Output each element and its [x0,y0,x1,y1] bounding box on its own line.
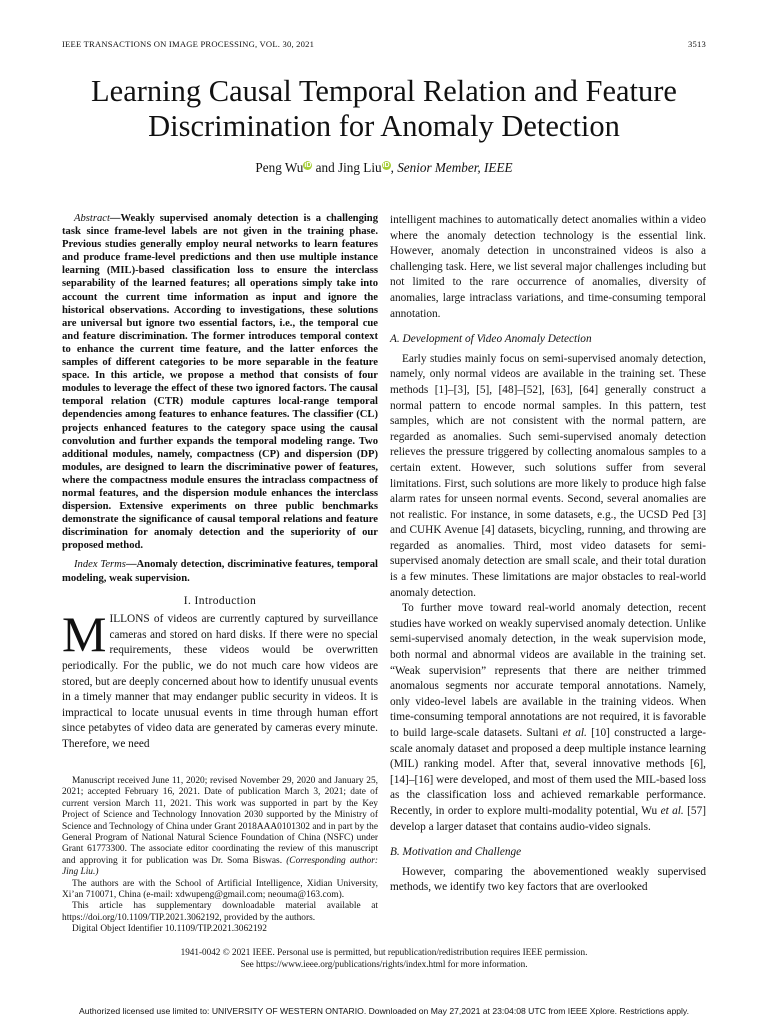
paragraph: Early studies mainly focus on semi-supervised anomaly detection, namely, only normal videos are available in the training set. These methods [1]–[3], [5], [48]–[52], [63], [64] generally construct a normal pattern to encode normal samples. In this pattern, test samples, which are not consistent with the normal pattern, are regarded as anomalies. Such semi-supervised anomaly detection relieves the pressure triggered by collecting anomalous samples to a certain extent. However, such solutions suffer from several limitations. First, such solutions are more likely to produce high false alarm rates for unseen normal events. Second, several anomalies are not realistic. For instance, in some datasets, e.g., the UCSD Ped [3] and CUHK Avenue [4] datasets, bicycling, running, and throwing are regarded as anomalies. Third, most video datasets for semi-supervised anomaly detection are small scale, and their total duration is a few minutes. These limitations are major obstacles to real-world anomaly detection. [390,352,706,599]
abstract-label: Abstract [74,213,110,224]
footnote-supplementary: This article has supplementary downloadable material available at https://doi.org/10.1109/TIP.2021.3062192, provided by the authors. [62,901,378,923]
abstract-text: Weakly supervised anomaly detection is a challenging task since frame-level labels are not given in the training phase. Previous studies generally employ neural networks to learn features and produce frame-level predictions and then use multiple instance learning (MIL)-based classification loss to ensure the interclass separability of the learned features; all operations simply take into account the current time information as input and ignore the historical observations. According to investigations, these solutions are universal but ignore two essential factors, i.e., the temporal cue and feature discrimination. The former introduces temporal context to enhance the current time feature, and the latter enforces the samples of different categories to be more separable in the feature space. In this article, we propose a method that consists of four modules to leverage the effect of these two ignored factors. The causal temporal relation (CTR) module captures local-range temporal dependencies among features to enhance features. The classifier (CL) projects enhanced features to the category space using the causal convolution and further expands the temporal modeling range. Two additional modules, namely, compactness (CP) and dispersion (DP) modules, are designed to learn the discriminative power of features, where the compactness module ensures the intraclass compactness of normal features, and the dispersion module enhances the interclass dispersion. Extensive experiments on three public benchmarks demonstrate the significance of causal temporal relations and feature discrimination for anomaly detection and the superiority of our proposed method. [62,213,378,552]
paragraph: intelligent machines to automatically detect anomalies within a video where the anomaly detection technology is the essential link. However, anomaly detection in unconstrained videos is also a challenging task. Here, we list several major challenges including but not limited to the rare occurrence of anomalies, diversity of anomalies, large intraclass variations, and time-consuming temporal annotation. [390,214,706,320]
left-column [62,212,378,753]
subsection-heading-b: B. Motivation and Challenge [390,846,522,859]
right-column [390,213,706,896]
author-list: Peng WuiD and Jing LiuiD, Senior Member, IEEE [255,160,513,175]
index-terms: Index Terms—Anomaly detection, discriminative features, temporal modeling, weak supervision. [62,559,378,584]
footnotes [62,776,378,936]
orcid-icon[interactable]: iD [304,161,312,169]
author-1: Peng Wu [255,160,304,175]
license-notice: Authorized licensed use limited to: UNIVERSITY OF WESTERN ONTARIO. Downloaded on May 27,2021 at 23:04:08 UTC from IEEE Xplore. Restrictions apply. [79,1006,689,1016]
footnote-affiliation: The authors are with the School of Artificial Intelligence, Xidian University, Xi’an 710071, China (e-mail: xdwupeng@gmail.com; neouma@163.com). [62,878,378,901]
copyright-notice: 1941-0042 © 2021 IEEE. Personal use is permitted, but republication/redistribution requires IEEE permission. See https://www.ieee.org/publications/rights/index.html for more information. [180,947,588,969]
title-line-1: Learning Causal Temporal Relation and Feature [91,74,677,108]
running-header [62,39,706,53]
abstract: Abstract—Weakly supervised anomaly detection is a challenging task since frame-level labels are not given in the training phase. Previous studies generally employ neural networks to learn features and produce frame-level predictions and then use multiple instance learning (MIL)-based classification loss to ensure the interclass separability of the learned features; all operations simply take into account the current time information as input and ignore the historical observations. According to investigations, these solutions are universal but ignore two essential factors, i.e., the temporal cue and feature discrimination. The former introduces temporal context to enhance the current time feature, and the latter enforces the samples of different categories to be more separable in the feature space. In this article, we propose a method that consists of four modules to leverage the effect of these two ignored factors. The causal temporal relation (CTR) module captures local-range temporal dependencies among features to enhance features. The classifier (CL) projects enhanced features to the category space using the causal convolution and further expands the temporal modeling range. Two additional modules, namely, compactness (CP) and dispersion (DP) modules, are designed to learn the discriminative power of features, where the compactness module ensures the intraclass compactness of normal features, and the dispersion module enhances the interclass dispersion. Extensive experiments on three public benchmarks demonstrate the significance of causal temporal relations and feature discrimination for anomaly detection and the superiority of our proposed method. [62,213,378,552]
author-2: Jing Liu [338,160,382,175]
paragraph: However, comparing the abovementioned weakly supervised methods, we identify two key factors that are overlooked [390,865,706,894]
intro-paragraph [62,606,378,752]
author-role: Senior Member, IEEE [397,160,513,175]
paper-title [40,74,728,144]
index-terms-text: Anomaly detection, discriminative features, temporal modeling, weak supervision. [62,559,378,584]
index-terms-label: Index Terms [74,559,126,571]
subsection-heading-a: A. Development of Video Anomaly Detection [390,333,592,346]
orcid-icon[interactable]: iD [382,161,390,169]
footnote-doi: Digital Object Identifier 10.1109/TIP.2021.3062192 [72,924,267,935]
journal-name: IEEE TRANSACTIONS ON IMAGE PROCESSING, VOL. 30, 2021 [62,39,315,49]
intro-text: ILLONS of videos are currently captured by surveillance cameras and stored on hard disks. If there were no special requirements, these videos would be overwritten periodically. For the public, we do not much care how videos are stored, but are deeply concerned about how to identify unusual events in a timely manner that may endanger public security in videos. It is impractical to locate unusual events in time through human effort since petabytes of video data are generated by cameras every minute. Therefore, we need [62,613,378,750]
section-heading: I. Introduction [183,594,257,607]
footnote-manuscript: Manuscript received June 11, 2020; revised November 29, 2020 and January 25, 2021; accepted February 16, 2021. Date of publication March 3, 2021; date of current version March 11, 2021. This work was supported in part by the Key Project of Science and Technology Innovation 2030 supported by the Ministry of Science and Technology of China under Grant 2018AAA0101302 and in part by the General Program of National Natural Science Foundation of China (NSFC) under Grant 61773300. The associate editor coordinating the review of this manuscript and approving it for publication was Dr. Soma Biswas. (Corresponding author: Jing Liu.) [62,776,378,878]
paragraph: To further move toward real-world anomaly detection, recent studies have worked on weakly supervised anomaly detection. Unlike semi-supervised anomaly detection, in the weak supervision mode, both normal and abnormal videos are available in the training set. “Weak supervision” represents that there are neither trimmed anomalous segments nor accurate temporal annotations. Namely, only video-level labels are available in the training videos. When time-consuming temporal annotations are not required, it is favorable to build large-scale datasets. Sultani et al. [10] constructed a large-scale anomaly dataset and proposed a deep multiple instance learning (MIL) ranking model. After that, several innovative methods [6], [14]–[16] were developed, and most of them used the MIL-based loss as the classification loss and achieved remarkable performance. Recently, in order to explore multi-modality potential, Wu et al. [57] develop a larger dataset that contains audio-video signals. [390,602,706,833]
drop-cap: M [62,606,107,663]
page-number: 3513 [688,39,706,49]
title-line-2: Discrimination for Anomaly Detection [148,109,620,143]
